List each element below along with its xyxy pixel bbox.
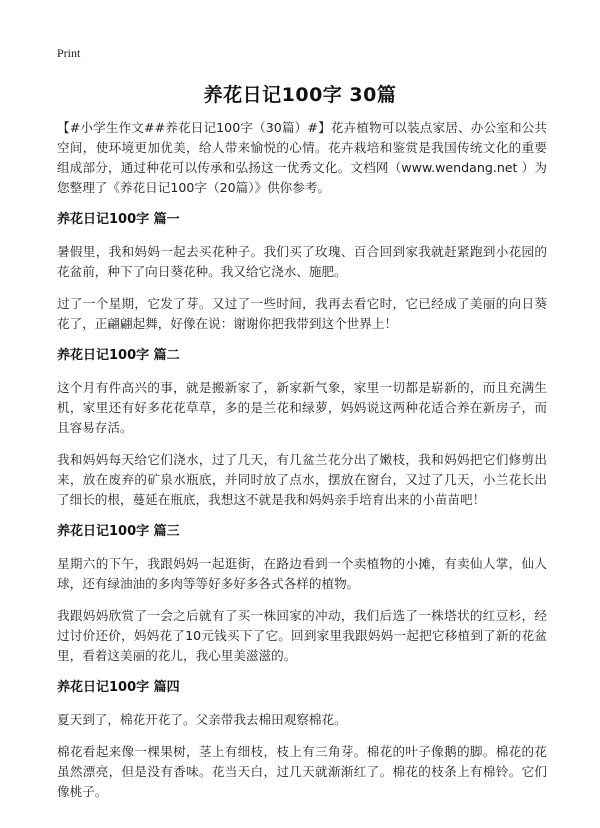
document-body bbox=[57, 118, 547, 814]
section-paragraph: 我和妈妈每天给它们浇水，过了几天，有几盆兰花分出了嫩枝，我和妈妈把它们修剪出来，放在废弃的矿泉水瓶底，并同时放了点水，摆放在窗台，又过了几天，小兰花长出了细长的根，蔓延在瓶底，我想这不就是我和妈妈亲手培育出来的小苗苗吧！ bbox=[57, 452, 547, 507]
section-paragraph: 棉花看起来像一棵果树，茎上有细枝，枝上有三角芽。棉花的叶子像鹅的脚。棉花的花虽然漂亮，但是没有香味。花当天白，过几天就渐渐红了。棉花的枝条上有棉铃。它们像桃子。 bbox=[57, 744, 547, 799]
print-label[interactable]: Print bbox=[57, 46, 81, 60]
section-paragraph: 过了一个星期，它发了芽。又过了一些时间，我再去看它时，它已经成了美丽的向日葵花了，正翩翩起舞，好像在说：谢谢你把我带到这个世界上！ bbox=[57, 296, 547, 331]
section-2 bbox=[57, 346, 547, 510]
section-paragraph: 这个月有件高兴的事，就是搬新家了，新家新气象，家里一切都是崭新的，而且充满生机，家里还有好多花花草草，多的是兰花和绿萝，妈妈说这两种花适合养在新房子，而且容易存活。 bbox=[57, 380, 547, 435]
section-heading: 养花日记100字 篇四 bbox=[57, 680, 180, 695]
section-paragraph: 我跟妈妈欣赏了一会之后就有了买一株回家的冲动，我们后选了一株塔状的红豆杉，经过讨价还价，妈妈花了10元钱买下了它。回到家里我跟妈妈一起把它移植到了新的花盆里，看着这美丽的花儿，我心里美滋滋的。 bbox=[57, 608, 547, 663]
section-3 bbox=[57, 522, 547, 666]
section-heading: 养花日记100字 篇二 bbox=[57, 348, 180, 363]
section-paragraph: 暑假里，我和妈妈一起去买花种子。我们买了玫瑰、百合回到家我就赶紧跑到小花园的花盆前，种下了向日葵花种。我又给它浇水、施肥。 bbox=[57, 244, 547, 279]
section-paragraph: 星期六的下午，我跟妈妈一起逛街，在路边看到一个卖植物的小摊，有卖仙人掌，仙人球，还有绿油油的多肉等等好多好多各式各样的植物。 bbox=[57, 556, 547, 591]
section-4 bbox=[57, 678, 547, 802]
section-heading: 养花日记100字 篇一 bbox=[57, 212, 180, 227]
page-title: 养花日记100字 30篇 bbox=[203, 84, 397, 106]
section-heading: 养花日记100字 篇三 bbox=[57, 524, 180, 539]
section-1 bbox=[57, 210, 547, 334]
section-paragraph: 夏天到了，棉花开花了。父亲带我去棉田观察棉花。 bbox=[57, 712, 347, 727]
intro-paragraph: 【#小学生作文##养花日记100字（30篇）#】花卉植物可以装点家居、办公室和公共空间，使环境更加优美，给人带来愉悦的心情。花卉栽培和鉴赏是我国传统文化的重要组成部分，通过种花可以传承和弘扬这一优秀文化。文档网（www.wendang.net ）为您整理了《养花日记100字（20篇）》供你参考。 bbox=[57, 120, 547, 195]
